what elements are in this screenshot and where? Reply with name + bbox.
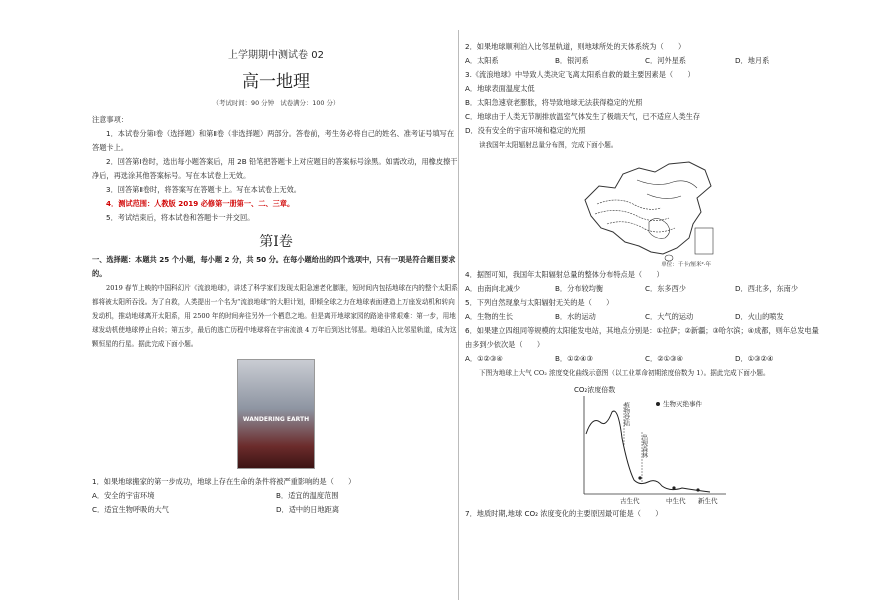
q4-option-c: C．东多西少 [645, 284, 686, 293]
co2-chart [570, 382, 730, 507]
q2-options [465, 54, 825, 68]
section-title: 第Ⅰ卷 [259, 234, 293, 250]
chart-ylabel: CO₂浓度倍数 [574, 386, 616, 394]
china-solar-radiation-map [577, 158, 719, 268]
q2-stem: 2．如果地球顺利泊入比邻星轨道，则地球所处的天体系统为（ ） [465, 42, 686, 51]
q6-option-a: A．①②③④ [465, 354, 503, 363]
poster-title: WANDERING EARTH [242, 416, 310, 423]
q3-option-d: D．没有安全的宇宙环境和稳定的光照 [465, 126, 586, 135]
q3-option-a: A．地球表面温度太低 [465, 84, 535, 93]
q1-option-b: B．适宜的温度范围 [276, 491, 339, 500]
movie-poster-image [237, 359, 315, 469]
q1-options [92, 489, 460, 517]
q6-option-b: B．①②④③ [555, 354, 593, 363]
extinction-event-dot-1 [638, 476, 641, 479]
q3-option-b: B．太阳急速衰老膨胀，将导致地球无法获得稳定的光照 [465, 98, 643, 107]
q1-option-a: A．安全的宇宙环境 [92, 491, 155, 500]
q4-option-a: A．由南向北减少 [465, 284, 521, 293]
co2-chart-svg [570, 382, 730, 507]
q1-option-c: C．适宜生物呼吸的大气 [92, 505, 169, 514]
left-column [92, 40, 460, 517]
extinction-legend-dot [656, 402, 660, 406]
q6-options [465, 352, 825, 366]
x-label-paleozoic: 古生代 [620, 497, 640, 505]
q5-options [465, 310, 825, 324]
q7-stem: 7．地质时期,地球 CO₂ 浓度变化的主要原因最可能是（ ） [465, 509, 663, 518]
map-svg [577, 158, 719, 268]
annotation-extinction: 生物灭绝事件 [663, 400, 702, 408]
chart-intro: 下图为地球上大气 CO₂ 浓度变化曲线示意图（以工业革命初期浓度倍数为 1）。据此完成下面小题。 [479, 369, 770, 377]
map-intro: 读我国年太阳辐射总量分布图，完成下面小题。 [479, 141, 618, 149]
co2-curve [586, 411, 710, 492]
story-passage: 2019 春节上映的中国科幻片《流浪地球》，讲述了科学家们发现太阳急速老化膨胀，短时间内包括地球在内的整个太阳系都将被太阳所吞没。为了自救，人类提出一个名为“流浪地球”的大胆计划，即倾全球之力在地球表面建造上万座发动机和转向发动机，推动地球离开太阳系，用 2500 年的时间奔往另外一个栖息之地。但是离开地球家园的路途非常艰难：第一步，用地球发动机使地球停止自转；第五步，最后的逃亡历程中地球将在宇宙流浪 4 万年后到达比邻星。地球泊入比邻星轨道，成为这颗恒星的行星。据此完成下面小题。 [92, 284, 458, 348]
q3-stem: 3.《流浪地球》中导致人类决定飞离太阳系自救的最主要因素是（ ） [465, 70, 695, 79]
q4-option-b: B．分布较均衡 [555, 284, 604, 293]
q5-option-b: B．水的运动 [555, 312, 596, 321]
extinction-event-dot-2 [672, 486, 675, 489]
q5-stem: 5．下列自然现象与太阳辐射无关的是（ ） [465, 298, 614, 307]
notes-heading: 注意事项： [92, 115, 128, 124]
q4-options [465, 282, 825, 296]
q6-stem: 6．如果建立四组同等规模的太阳能发电站，其地点分别是：①拉萨；②新疆；③哈尔滨；④成都，则年总发电量由多到少依次是（ ） [465, 326, 819, 349]
x-label-mesozoic: 中生代 [666, 497, 686, 505]
map-caption: 单位：千卡/厘米²·年 [661, 262, 711, 268]
q6-option-c: C．②①③④ [645, 354, 683, 363]
exam-info: （考试时间：90 分钟 试卷满分：100 分） [212, 99, 340, 107]
q2-option-d: D．地月系 [735, 56, 770, 65]
q2-option-b: B．银河系 [555, 56, 589, 65]
q3-option-c: C．地球由于人类无节制排放温室气体发生了极端天气，已不适应人类生存 [465, 112, 701, 121]
exam-title: 上学期期中测试卷 02 [228, 50, 324, 61]
q5-option-d: D．火山的喷发 [735, 312, 784, 321]
annotation-plants-landing: 植物登陆 [622, 402, 630, 426]
q1-stem: 1．如果地球搬家的第一步成功，地球上存在生命的条件将被严重影响的是（ ） [92, 477, 356, 486]
q4-option-d: D．西北多，东南少 [735, 284, 799, 293]
q6-option-d: D．①③②④ [735, 354, 774, 363]
annotation-forests: 出现森林 [640, 434, 648, 458]
extinction-event-dot-3 [696, 488, 699, 491]
q2-option-c: C．河外星系 [645, 56, 686, 65]
q5-option-a: A．生物的生长 [465, 312, 514, 321]
right-column [465, 40, 825, 521]
note-item-5: 5．考试结束后，将本试卷和答题卡一并交回。 [106, 213, 255, 222]
q2-option-a: A．太阳系 [465, 56, 499, 65]
x-label-cenozoic: 新生代 [698, 497, 718, 505]
q1-option-d: D．适中的日地距离 [276, 505, 340, 514]
subject-title: 高一地理 [242, 72, 310, 92]
q4-stem: 4．据图可知，我国年太阳辐射总量的整体分布特点是（ ） [465, 270, 664, 279]
q5-option-c: C．大气的运动 [645, 312, 694, 321]
section-instruction: 一、选择题：本题共 25 个小题，每小题 2 分，共 50 分。在每小题给出的四个选项中，只有一项是符合题目要求的。 [92, 255, 456, 278]
note-item-1: 1．本试卷分第Ⅰ卷（选择题）和第Ⅱ卷（非选择题）两部分。答卷前，考生务必将自己的姓名、准考证号填写在答题卡上。 [92, 129, 455, 152]
note-item-4: 4．测试范围：人教版 2019 必修第一册第一、二、三章。 [106, 199, 295, 208]
note-item-2: 2．回答第Ⅰ卷时，选出每小题答案后，用 2B 铅笔把答题卡上对应题目的答案标号涂黑。如需改动，用橡皮擦干净后，再选涂其他答案标号。写在本试卷上无效。 [92, 157, 458, 180]
note-item-3: 3．回答第Ⅱ卷时，将答案写在答题卡上。写在本试卷上无效。 [106, 185, 301, 194]
